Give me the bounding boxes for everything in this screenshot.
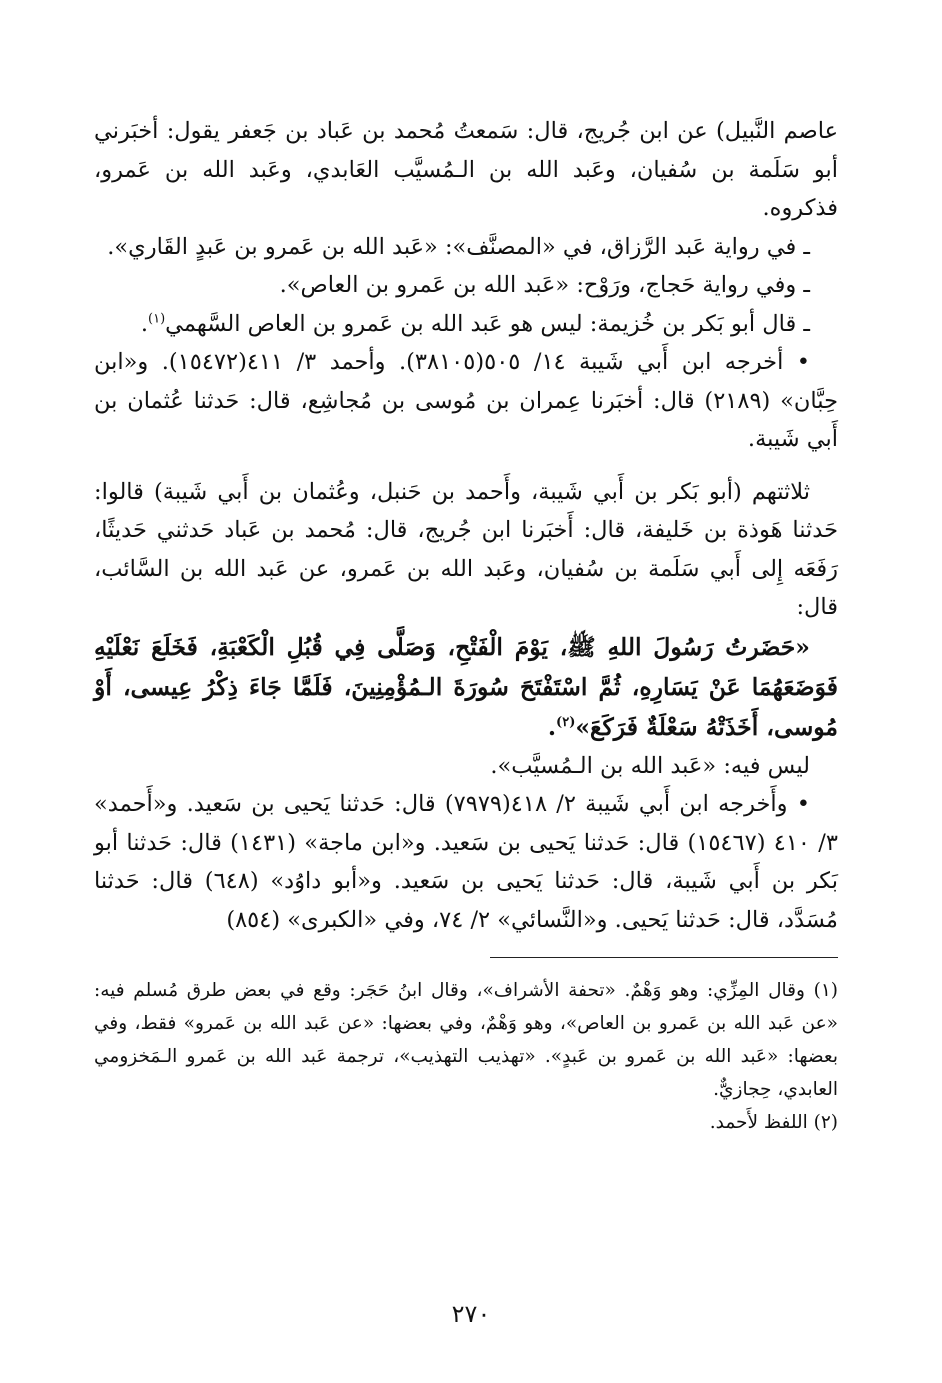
paragraph-thalathatuhum: ثلاثتهم (أبو بَكر بن أَبي شَيبة، وأَحمد بن حَنبل، وعُثمان بن أَبي شَيبة) قالوا: حَدثنا هَوذة بن خَليفة، قال: أَخبَرنا ابن جُريج، قال: مُحمد بن عَباد حَدثني حَديثًا، رَفَعَه إِلى أَبي سَلَمة بن سُفيان، وعَبد الله بن عَمرو، عن عَبد الله بن السَّائب، قال: bbox=[94, 478, 838, 620]
paragraph-not-included: ليس فيه: «عَبد الله بن الـمُسيَّب». bbox=[490, 752, 810, 779]
paragraph-takhrij-2: • وأَخرجه ابن أَبي شَيبة ٢/ ٤١٨(٧٩٧٩) قال: حَدثنا يَحيى بن سَعيد. و«أَحمد» ٣/ ٤١٠ (١٥٤٦٧) قال: حَدثنا يَحيى بن سَعيد. و«ابن ماجة» (١٤٣١) قال: حَدثنا أبو بَكر بن أَبي شَيبة، قال: حَدثنا يَحيى بن سَعيد. و«أبو داوُد» (٦٤٨) قال: حَدثنا مُسَدَّد، قال: حَدثنا يَحيى. و«النَّسائي» ٢/ ٧٤، وفي «الكبرى» (٨٥٤) bbox=[94, 791, 838, 933]
footnote-ref-1[interactable]: (١) bbox=[148, 311, 166, 326]
paragraph-hajjaj-variant: ـ وفي رواية حَجاج، ورَوْح: «عَبد الله بن عَمرو بن العاص». bbox=[279, 272, 810, 298]
page-content bbox=[94, 112, 838, 1139]
page-number: ٢٧٠ bbox=[451, 1300, 491, 1328]
footnote-1-continuation: «عن عَبد الله بن عَمرو بن العاص»، وهو وَهْمٌ، وفي بعضها: «عن عَبد الله بن عَمرو» فقط، وفي بعضها: «عَبد الله بن عَمرو بن عَبدٍ». «تهذيب التهذيب»، ترجمة عَبد الله بن عَمرو الـمَخزومي العابدي، حِجازيٌّ. bbox=[94, 1013, 838, 1100]
footnote-ref-2[interactable]: (٢) bbox=[556, 714, 576, 730]
paragraph-ibn-khuzaymah-text: ـ قال أبو بَكر بن خُزيمة: ليس هو عَبد الله بن عَمرو بن العاص السَّهمي bbox=[165, 310, 810, 337]
hadith-quote-text: «حَضَرتُ رَسُولَ اللهِ ﷺ، يَوْمَ الْفَتْحِ، وَصَلَّى فِي قُبُلِ الْكَعْبَةِ، فَخَلَعَ نَعْلَيْهِ فَوَضَعَهُمَا عَنْ يَسَارِهِ، ثُمَّ اسْتَفْتَحَ سُورَةَ الـمُؤْمِنِينَ، فَلَمَّا جَاءَ ذِكْرُ عِيسى، أَوْ مُوسى، أَخَذَتْهُ سَعْلَةٌ فَرَكَعَ» bbox=[94, 632, 838, 741]
footnote-1 bbox=[94, 974, 838, 1106]
paragraph-abdulrazzaq-variant: ـ في رواية عَبد الرَّزاق، في «المصنَّف»: «عَبد الله بن عَمرو بن عَبدٍ القَاري». bbox=[107, 233, 810, 260]
footnote-1-text: (١) وقال المِزِّي: وهو وَهْمٌ. «تحفة الأشراف»، وقال ابنُ حَجَر: وقع في بعض طرق مُسلم فيه: bbox=[94, 980, 838, 1001]
main-text bbox=[94, 112, 838, 939]
paragraph-ibn-khuzaymah: ـ قال أبو بَكر بن خُزيمة: ليس هو عَبد الله بن عَمرو بن العاص السَّهمي$^{(١)}$. bbox=[140, 310, 810, 337]
footnote-2: (٢) اللفظ لأَحمد. bbox=[709, 1112, 838, 1133]
paragraph-takhrij-1: • أخرجه ابن أَبي شَيبة ١٤/ ٥٠٥(٣٨١٠٥). وأحمد ٣/ ٤١١(١٥٤٧٢). و«ابن حِبَّان» (٢١٨٩) قال: أخبَرنا عِمران بن مُوسى بن مُجاشِع، قال: حَدثنا عُثمان بن أَبي شَيبة. bbox=[94, 349, 838, 452]
footnotes bbox=[94, 974, 838, 1139]
hadith-quote: «حَضَرتُ رَسُولَ اللهِ ﷺ، يَوْمَ الْفَتْحِ، وَصَلَّى فِي قُبُلِ الْكَعْبَةِ، فَخَلَعَ نَعْلَيْهِ فَوَضَعَهُمَا عَنْ يَسَارِهِ، ثُمَّ اسْتَفْتَحَ سُورَةَ الـمُؤْمِنِينَ، فَلَمَّا جَاءَ ذِكْرُ عِيسى، أَوْ مُوسى، أَخَذَتْهُ سَعْلَةٌ فَرَكَعَ»$^{(٢)}$. bbox=[94, 632, 838, 741]
footnote-separator bbox=[490, 957, 838, 958]
paragraph-narration-chain: عاصم النَّبيل) عن ابن جُريج، قال: سَمعتُ مُحمد بن عَباد بن جَعفر يقول: أخبَرني أبو سَلَمة بن سُفيان، وعَبد الله بن الـمُسيَّب العَابدي، وعَبد الله بن عَمرو، فذكروه. bbox=[94, 118, 838, 221]
